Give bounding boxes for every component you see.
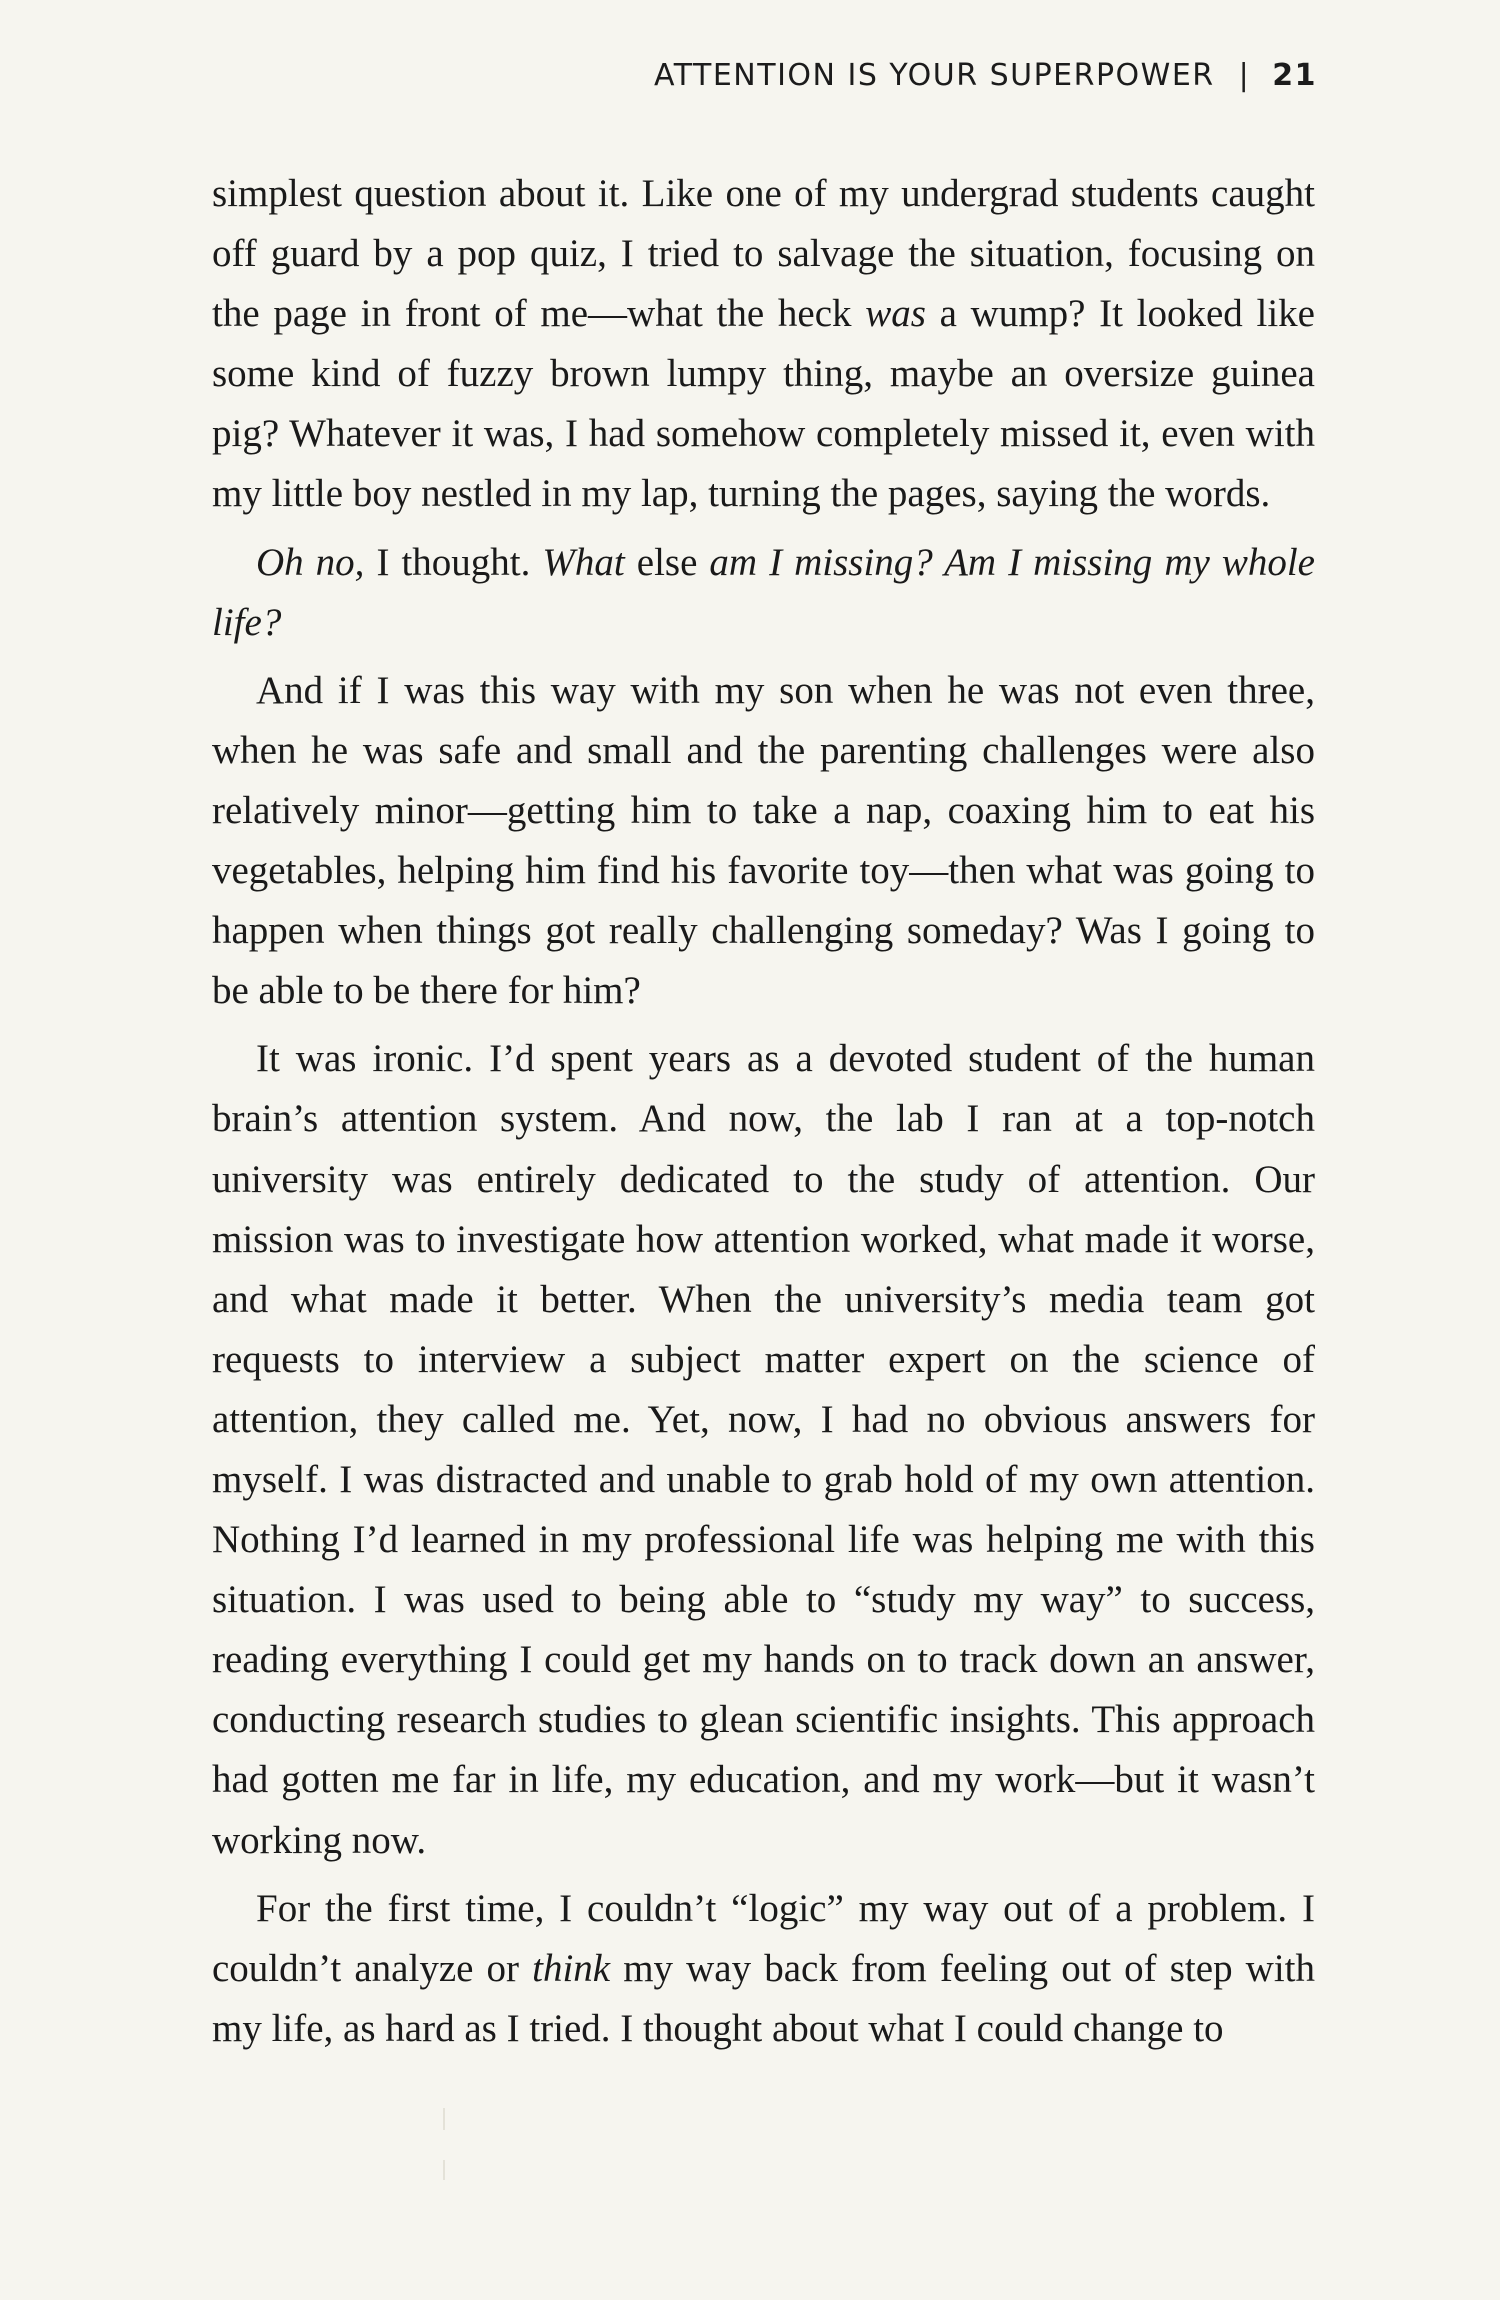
paragraph-1 <box>212 164 1315 525</box>
paragraph-5 <box>212 1879 1315 2059</box>
paragraph-2-emphasis-2: What <box>542 540 625 584</box>
paragraph-2 <box>212 533 1315 653</box>
paragraph-2-emphasis-1: Oh no, <box>256 540 365 584</box>
paragraph-1-text-end: a wump? It looked like some kind of fuzzy brown lumpy thing, maybe an oversize guinea pig? Whatever it was, I had somehow completely missed it, even with my little boy nestled in my lap, turning the pages, saying the words. <box>212 292 1315 516</box>
page-number: 21 <box>1272 58 1317 93</box>
scan-mark <box>443 2160 445 2180</box>
scan-mark <box>443 2108 445 2130</box>
paragraph-2-emphasis-3: am I missing? Am I missing my whole life? <box>212 540 1315 644</box>
paragraph-5-text: For the first time, I couldn’t “logic” my way out of a problem. I couldn’t analyze or <box>212 1886 1315 1990</box>
paragraph-3: And if I was this way with my son when he was not even three, when he was safe and small and the parenting challenges were also relatively minor—getting him to take a nap, coaxing him to eat his vegetables, helping him find his favorite toy—then what was going to happen when things got really challenging someday? Was I going to be able to be there for him? <box>212 668 1315 1013</box>
paragraph-2-text-2: else <box>624 540 710 584</box>
paragraph-2-text-1: I thought. <box>364 540 543 584</box>
header-separator: | <box>1238 58 1251 93</box>
body-text <box>212 164 1315 2067</box>
paragraph-1-text: simplest question about it. Like one of my undergrad students caught off guard by a pop quiz, I tried to salvage the situation, focusing on the page in front of me—what the heck <box>212 172 1315 336</box>
running-title: ATTENTION IS YOUR SUPERPOWER <box>654 58 1215 93</box>
paragraph-5-text-end: my way back from feeling out of step with my life, as hard as I tried. I thought about what I could change to <box>212 1946 1315 2050</box>
paragraph-4: It was ironic. I’d spent years as a devoted student of the human brain’s attention system. And now, the lab I ran at a top-notch university was entirely dedicated to the study of attention. Our mission was to investigate how attention worked, what made it worse, and what made it better. When the university’s media team got requests to interview a subject matter expert on the science of attention, they called me. Yet, now, I had no obvious answers for myself. I was distracted and unable to grab hold of my own attention. Nothing I’d learned in my professional life was helping me with this situation. I was used to being able to “study my way” to success, reading everything I could get my hands on to track down an answer, conducting research studies to glean scientific insights. This approach had gotten me far in life, my education, and my work—but it wasn’t working now. <box>212 1037 1315 1862</box>
paragraph-5-emphasis: think <box>532 1946 611 1990</box>
paragraph-1-emphasis: was <box>865 292 926 336</box>
running-head <box>654 58 1317 93</box>
